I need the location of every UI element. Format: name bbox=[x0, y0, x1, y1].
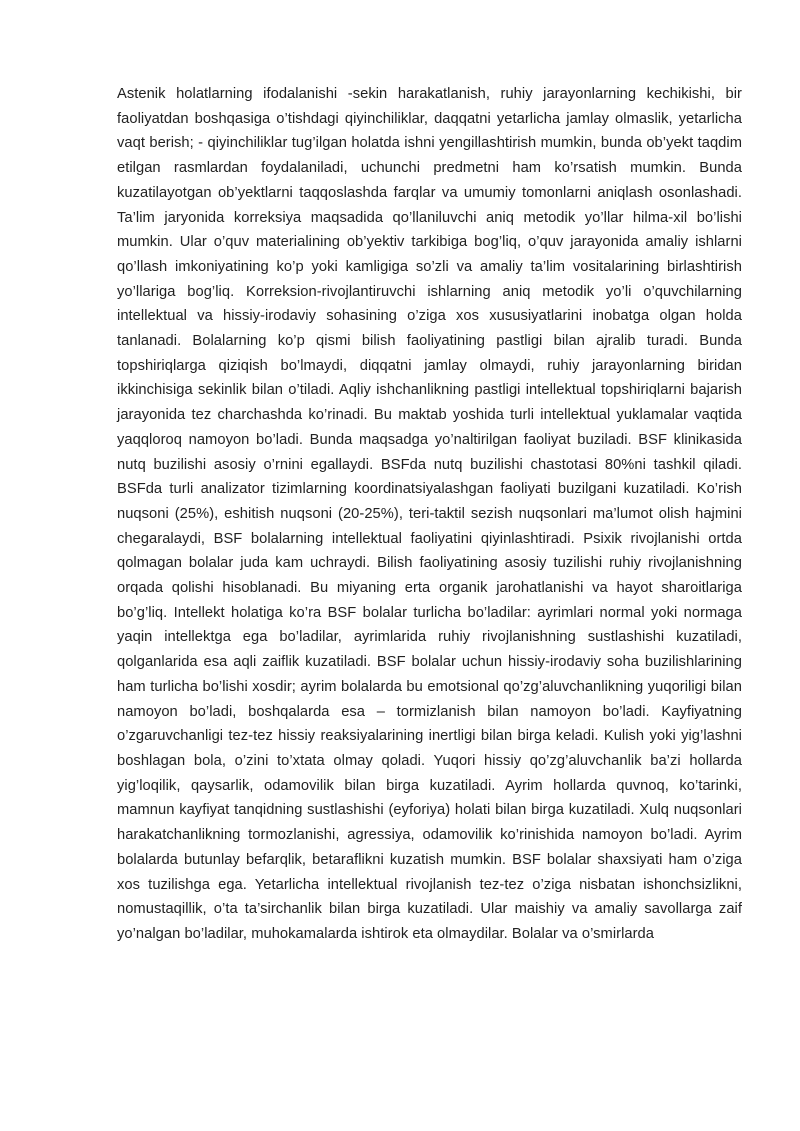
body-paragraph: Astenik holatlarning ifodalanishi -sekin harakatlanish, ruhiy jarayonlarning kechikishi, bir faoliyatdan boshqasiga o’tishdagi qiyinchiliklar, daqqatni yetarlicha jamlay olmaslik, yetarlicha vaqt berish; - qiyinchiliklar tug’ilgan holatda ishni yengillashtirish mumkin, bunda ob’yekt taqdim etilgan rasmlardan foydalaniladi, uchunchi predmetni ham ko’rsatish mumkin. Bunda kuzatilayotgan ob’yektlarni taqqoslashda farqlar va umumiy tomonlarni aniqlash osonlashadi. Ta’lim jaryonida korreksiya maqsadida qo’llaniluvchi aniq metodik yo’llar hilma-xil bo’lishi mumkin. Ular o’quv materialining ob’yektiv tarkibiga bog’liq, o’quv jarayonida amaliy ishlarni qo’llash imkoniyatining ko’p yoki kamligiga so’zli va amaliy ta’lim vositalarining birlashtirish yo’llariga bog’liq. Korreksion-rivojlantiruvchi ishlarning aniq metodik yo’li o’quvchilarning intellektual va hissiy-irodaviy sohasining o’ziga xos xususiyatlarini inobatga olgan holda tanlanadi. Bolalarning ko’p qismi bilish faoliyatining pastligi bilan ajralib turadi. Bunda topshiriqlarga qiziqish bo’lmaydi, diqqatni jamlay olmaydi, ruhiy jarayonlarning biridan ikkinchisiga sekinlik bilan o’tiladi. Aqliy ishchanlikning pastligi intellektual topshiriqlarni bajarish jarayonida tez charchashda ko’rinadi. Bu maktab yoshida turli intellektual yuklamalar vaqtida yaqqloroq namoyon bo’ladi. Bunda maqsadga yo’naltirilgan faoliyat buziladi. BSF klinikasida nutq buzilishi asosiy o’rnini egallaydi. BSFda nutq buzilishi chastotasi 80%ni tashkil qiladi. BSFda turli analizator tizimlarning koordinatsiyalashgan faoliyati buzilgani kuzatiladi. Ko’rish nuqsoni (25%), eshitish nuqsoni (20-25%), teri-taktil sezish nuqsonlari ma’lumot olish hajmini chegaralaydi, BSF bolalarning intellektual faoliyatini qiyinlashtiradi. Psixik rivojlanishi ortda qolmagan bolalar juda kam uchraydi. Bilish faoliyatining asosiy tuzilishi ruhiy rivojlanishning orqada qolishi hisoblanadi. Bu miyaning erta organik jarohatlanishi va hayot sharoitlariga bo’g’liq. Intellekt holatiga ko’ra BSF bolalar turlicha bo’ladilar: ayrimlari normal yoki normaga yaqin intellektga ega bo’ladilar, ayrimlarida ruhiy rivojlanishning sustlashishi kuzatiladi, qolganlarida esa aqli zaiflik kuzatiladi. BSF bolalar uchun hissiy-irodaviy soha buzilishlarining ham turlicha bo’lishi xosdir; ayrim bolalarda bu emotsional qo’zg’aluvchanlikning yuqoriligi bilan namoyon bo’ladi, boshqalarda esa – tormizlanish bilan namoyon bo’ladi. Kayfiyatning o’zgaruvchanligi tez-tez hissiy reaksiyalarining inertligi bilan birga keladi. Kulish yoki yig’lashni boshlagan bola, o’zini to’xtata olmay qoladi. Yuqori hissiy qo’zg’aluvchanlik ba’zi hollarda yig’loqilik, qaysarlik, odamovilik bilan birga kuzatiladi. Ayrim hollarda quvnoq, ko’tarinki, mamnun kayfiyat tanqidning sustlashishi (eyforiya) holati bilan birga kuzatiladi. Xulq nuqsonlari harakatchanlikning tormozlanishi, agressiya, odamovilik ko’rinishida namoyon bo’ladi. Ayrim bolalarda butunlay befarqlik, betaraflikni kuzatish mumkin. BSF bolalar shaxsiyati ham o’ziga xos tuzilishga ega. Yetarlicha intellektual rivojlanish tez-tez o’ziga nisbatan ishonchsizlikni, nomustaqillik, o’ta ta’sirchanlik bilan birga kuzatiladi. Ular maishiy va amaliy savollarga zaif yo’nalgan bo’ladilar, muhokamalarda ishtirok eta olmaydilar. Bolalar va o’smirlarda bbox=[117, 86, 742, 942]
